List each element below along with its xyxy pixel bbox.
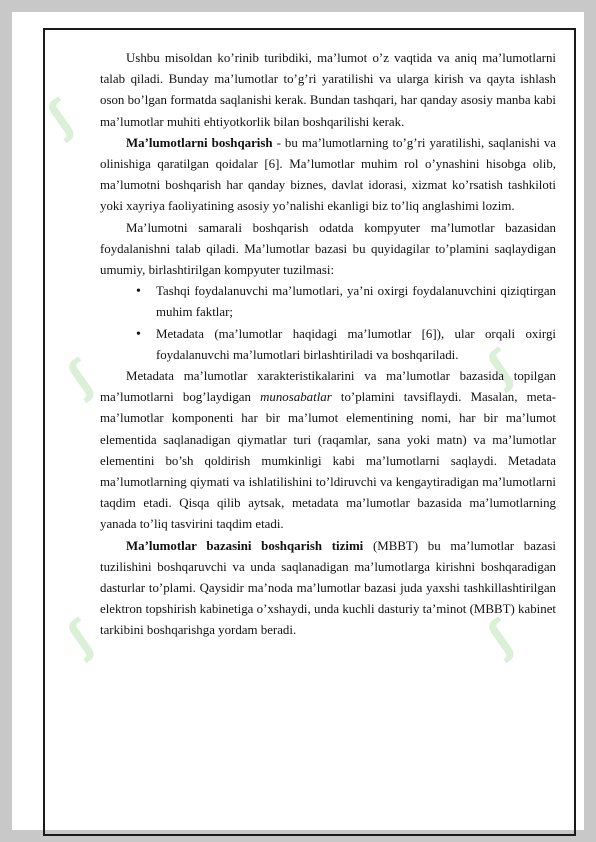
watermark-logo: ʃ	[479, 341, 524, 394]
bullet-item-2: • Metadata (ma’lumotlar haqidagi ma’lumotlar [6]), ular orqali oxirgi foydalanuvchi ma’lumotlari birlashtiriladi va boshqariladi.	[156, 324, 556, 366]
paragraph-4	[100, 366, 556, 536]
bullet-item-1: • Tashqi foydalanuvchi ma’lumotlari, ya’ni oxirgi foydalanuvchini qiziqtirgan muhim faktlar;	[156, 281, 556, 323]
bullet-list	[100, 281, 556, 366]
document-page	[12, 12, 584, 830]
watermark-logo: ʃ	[39, 91, 84, 144]
term-data-management: Ma’lumotlarni boshqarish	[126, 135, 273, 150]
watermark-logo: ʃ	[59, 611, 104, 664]
paragraph-4-text-b: to’plamini tavsiflaydi. Masalan, meta-ma’lumotlar komponenti har bir ma’lumot elementining nomi, har bir ma’lumot elementida saqlanadigan qiymatlar turi (raqamlar, sana yoki matn) va ma’lumotlar elementini bo’sh qoldirish mumkinligi kabi ma’lumotlarni saqlaydi. Metadata ma’lumotlarning qiymati va ishlatilishini to’ldiruvchi va kengaytiradigan ma’lumotlarni taqdim etadi. Qisqa qilib aytsak, metadata ma’lumotlar bazasida ma’lumotlarning yanada to’liq tasvirini taqdim etadi.	[100, 390, 556, 532]
term-dbms: Ma’lumotlar bazasini boshqarish tizimi	[126, 538, 364, 553]
paragraph-2	[100, 133, 556, 218]
watermark-logo: ʃ	[59, 351, 104, 404]
paragraph-4-text-a: Metadata ma’lumotlar xarakteristikalarini va ma’lumotlar bazasida topilgan ma’lumotlarni bog’laydigan	[100, 369, 556, 405]
watermark-logo: ʃ	[479, 611, 524, 664]
paragraph-3: Ma’lumotni samarali boshqarish odatda kompyuter ma’lumotlar bazasidan foydalanishni talab qiladi. Ma’lumotlar bazasi bu quyidagilar to’plamini saqlaydigan umumiy, birlashtirilgan kompyuter tuzilmasi:	[100, 220, 556, 278]
paragraph-2-text: - bu ma’lumotlarning to’g’ri yaratilishi, saqlanishi va olinishiga qaratilgan qoidalar [6]. Ma’lumotlar muhim rol o’ynashini hisobga olib, ma’lumotni boshqarish har qanday biznes, davlat idorasi, xizmat ko’rsatish tashkiloti yoki xayriya faoliyatining asosiy yo’nalishi ekanligi biz to’liq anglashimi lozim.	[100, 135, 556, 214]
document-body	[100, 48, 556, 642]
paragraph-5	[100, 536, 556, 642]
paragraph-1: Ushbu misoldan ko’rinib turibdiki, ma’lumot o’z vaqtida va aniq ma’lumotlarni talab qiladi. Bunday ma’lumotlar to’g’ri yaratilishi va ularga kirish va qayta ishlash oson bo’lgan formatda saqlanishi kerak. Bundan tashqari, har qanday asosiy manba kabi ma’lumotlar muhiti ehtiyotkorlik bilan boshqarilishi kerak.	[100, 51, 556, 129]
paragraph-5-text: (MBBT) bu ma’lumotlar bazasi tuzilishini boshqaruvchi va unda saqlanadigan ma’lumotlarga kirishni boshqaradigan dasturlar to’plami. Qaysidir ma’noda ma’lumotlar bazasi juda yaxshi tashkillashtirilgan elektron topshirish kabinetiga o’xshaydi, unda kuchli dasturiy ta’minot (MBBT) kabinet tarkibini boshqarishga yordam beradi.	[100, 538, 556, 638]
term-relationships: munosabatlar	[260, 390, 332, 405]
